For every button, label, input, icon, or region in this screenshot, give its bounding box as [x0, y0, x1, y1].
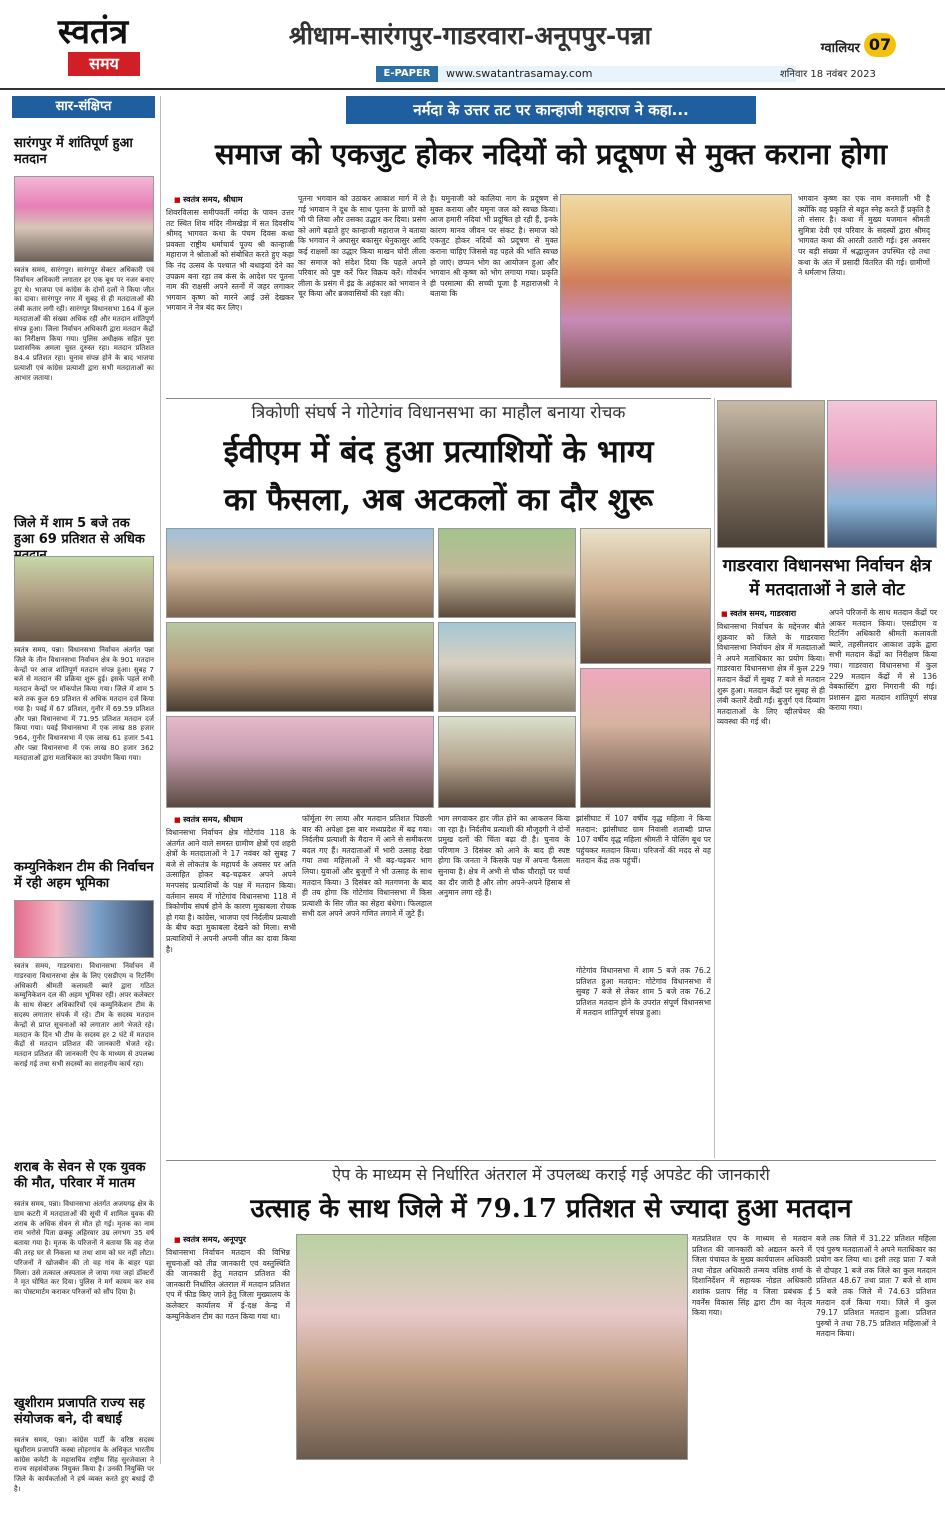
sidebar-story-1-photo — [14, 176, 154, 262]
story-2-photo-7 — [580, 528, 711, 664]
sidebar-header: सार-संक्षिप्त — [12, 96, 155, 118]
page-number: 07 — [864, 33, 896, 57]
story-2-photo-8 — [580, 668, 711, 808]
sidebar-story-4-title: शराब के सेवन से एक युवक की मौत, परिवार में मातम — [14, 1160, 146, 1191]
logo-bottom: समय — [68, 52, 140, 76]
story-3-photo-2 — [827, 400, 937, 548]
story-3-col-2: अपने परिजनों के साथ मतदान केंद्रों पर आकर मतदान किया। एसडीएम व रिटर्निंग अधिकारी श्रीमती कलावती ब्यारे, तहसीलदार आकाश उइके द्वारा सभी मतदान केंद्रों का निरीक्षण किया गया। गाडरवारा विधानसभा में कुल 229 मतदान केंद्रों में से 136 वेबकास्टिंग द्वारा निगरानी की गई। प्रशासन द्वारा मतदान शांतिपूर्ण संपन्न कराया गया। — [829, 608, 937, 713]
sidebar — [12, 96, 155, 1493]
story-2-photo-5 — [166, 716, 434, 808]
story-2-kicker: त्रिकोणी संघर्ष ने गोटेगांव विधानसभा का माहौल बनाया रोचक — [251, 403, 626, 423]
date-line: शनिवार 18 नवंबर 2023 — [780, 69, 876, 80]
sidebar-story-3-title: कम्युनिकेशन टीम की निर्वाचन में रही अहम भूमिका — [14, 860, 154, 891]
story-4-col-3: बजे तक जिले में 31.22 प्रतिशत महिला एवं पुरुष मतदाताओं ने अपने मताधिकार का प्रयोग कर लिया था। इसी तरह प्रातः 7 बजे से दोपहर 1 बजे तक जिले का कुल मतदान प्रतिशत 48.67 तथा प्रातः 7 बजे से शाम 5 बजे तक जिले में 74.63 प्रतिशत मतदान दर्ज किया गया। जिले में कुल 79.17 प्रतिशत मतदान हुआ। प्रतिशत पुरुषों ने तथा 78.75 प्रतिशत महिलाओं ने मतदान किया। — [816, 1234, 936, 1339]
story-1-col-1: शिवरविलास समीपवर्ती नर्मदा के पावन उत्तर तट स्थित शिव मंदिर नीमखेड़ा में सत दिवसीय श्रीमद् भागवत कथा के पंचम दिवस कथा प्रवक्ता राष्ट्रीय धर्माचार्य पूज्य श्री कान्हाजी महाराज ने श्रोताओं को संबोधित करते हुए कहा कि नंद उत्सव के पश्चात भी बधाइयां देने का उपक्रम बना रहा तब कंस के आदेश पर पूतना नाम की राक्षसी अपने स्तनों में जहर लगाकर भगवान कृष्ण को मारने आई उसे देखकर भगवान ने नेत्र बंद कर लिए। — [166, 208, 294, 313]
story-2-headline-1: ईवीएम में बंद हुआ प्रत्याशियों के भाग्य — [223, 434, 654, 470]
story-1-rule — [166, 398, 711, 399]
logo — [18, 12, 168, 78]
story-1-col-2: पूतना भगवान को उठाकर आकाश मार्ग में ले गई भगवान ने दूध के साथ पूतना के प्राणों को भी पी लिया और उसका उद्धार कर दिया। प्रसंग को आगे बढ़ाते हुए कान्हाजी महाराज ने बताया कि भगवान ने अघासुर बकासुर धेनुकासुर आदि कई राक्षसों का उद्धार किया माखन चोरी लीला का समाज को संदेश दिया कि पहले अपने परिवार को पुष्ट करें फिर विक्रय करें। गोवर्धन लीला के प्रसंग में इंद्र के अहंकार को भगवान ने चूर किया और ब्रजवासियों की रक्षा की। — [298, 194, 426, 299]
sidebar-story-2-photo — [14, 556, 154, 642]
story-4-headline: उत्साह के साथ जिले में 79.17 प्रतिशत से ज्यादा हुआ मतदान — [250, 1194, 852, 1224]
story-2 — [166, 400, 711, 1160]
city-label: ग्वालियर — [820, 41, 860, 56]
story-2-col-2: फॉर्मूला रंग लाया और मतदान प्रतिशत पिछली बार की अपेक्षा इस बार मध्यप्रदेश में बढ़ गया। निर्दलीय प्रत्याशी के मैदान में आने से समीकरण बदल गए हैं। मतदाताओं में भारी उत्साह देखा गया तथा महिलाओं ने भी बढ़-चढ़कर भाग लिया। युवाओं और बुजुर्गों ने भी उत्साह के साथ मतदान किया। 3 दिसंबर को मतगणना के बाद ही तय होगा कि गोटेगांव विधानसभा में किस प्रत्याशी के सिर जीत का सेहरा बंधेगा। फिलहाल सभी दल अपने अपने गणित लगाने में जुटे हैं। — [302, 814, 432, 919]
sidebar-story-2-body: स्वतंत्र समय, पन्ना। विधानसभा निर्वाचन अंतर्गत पन्ना जिले के तीन विधानसभा निर्वाचन क्षेत्र के 901 मतदान केन्द्रों पर आज शांतिपूर्ण मतदान संपन्न हुआ। सुबह 7 बजे से मतदान की प्रक्रिया शुरू हुई। इसके पहले सभी मतदान केन्द्रों पर मॉकपोल किया गया। जिले में शाम 5 बजे तक कुल 69 प्रतिशत से अधिक मतदान दर्ज किया गया है। पवई में 67 प्रतिशत, गुनौर में 69.59 प्रतिशत और पन्ना विधानसभा में 71.95 प्रतिशत मतदान दर्ज किया गया। पवई विधानसभा में एक लाख 88 हजार 964, गुनौर विधानसभा में एक लाख 61 हजार 541 और पन्ना विधानसभा में एक लाख 80 हजार 362 मतदाताओं द्वारा मताधिकार का उपयोग किया गया। — [14, 646, 154, 762]
sidebar-story-3-photo — [14, 900, 154, 958]
website-link[interactable]: www.swatantrasamay.com — [446, 67, 593, 80]
epaper-label: E-PAPER — [376, 66, 438, 82]
story-2-byline: ■ स्वतंत्र समय, श्रीधाम — [174, 814, 314, 825]
sidebar-story-2-title: जिले में शाम 5 बजे तक हुआ 69 प्रतिशत से अधिक — [14, 516, 145, 547]
logo-top: स्वतंत्र — [57, 12, 129, 52]
sidebar-story-1-title: सारंगपुर में शांतिपूर्ण हुआ मतदान — [14, 136, 133, 167]
story-2-col-4b: गोटेगांव विधानसभा में शाम 5 बजे तक 76.2 प्रतिशत हुआ मतदान: गोटेगांव विधानसभा में सुबह 7 बजे से लेकर शाम 5 बजे तक 76.2 प्रतिशत मतदान होने के उपरांत संपूर्ण विधानसभा में मतदान शांतिपूर्ण संपन्न हुआ। — [576, 966, 711, 1018]
story-2-divider — [714, 398, 715, 1158]
sidebar-story-5-body: स्वतंत्र समय, पन्ना। कांग्रेस पार्टी के वरिष्ठ सदस्य खुशीराम प्रजापति कस्बा लोहरगांव के अधिकृत भारतीय कांग्रेस कमेटी के महासचिव राष्ट्रीय सिंह सुरजेवाला ने राज्य सहसंयोजक नियुक्त किया है। उनकी नियुक्ति पर जिले के कार्यकर्ताओं ने हर्ष व्यक्त करते हुए बधाई दी है। — [14, 1436, 154, 1493]
story-1-headline: समाज को एकजुट होकर नदियों को प्रदूषण से मुक्त कराना होगा — [215, 137, 887, 171]
story-1-col-4: भगवान कृष्ण का एक नाम वनमाली भी है क्योंकि वह प्रकृति से बहुत स्नेह करते हैं प्रकृति है तो संसार है। कथा में मुख्य यजमान श्रीमती सुमित्रा देवी एवं परिवार के सदस्यों द्वारा श्रीमद् भागवत कथा की आरती उतारी गई। इस अवसर पर बड़ी संख्या में श्रद्धालुजन उपस्थित रहे तथा कथा के अंत में प्रसादी वितरित की गई। ग्रामीणों ने धर्मलाभ लिया। — [798, 194, 930, 278]
story-3-photo-1 — [717, 400, 825, 548]
story-4-photo — [296, 1234, 688, 1460]
story-1-kicker: नर्मदा के उत्तर तट पर कान्हाजी महाराज ने कहा... — [346, 96, 756, 124]
story-2-col-3: भाग लगवाकर हार जीत होने का आकलन किया जा रहा है। निर्दलीय प्रत्याशी की मौजूदगी ने दोनों प्रमुख दलों की चिंता बढ़ा दी है। चुनाव के परिणाम 3 दिसंबर को आने के बाद ही स्पष्ट होगा कि जनता ने किसके पक्ष में अपना फैसला सुनाया है। क्षेत्र में अभी से चौक चौराहों पर चर्चा का दौर जारी है और लोग अपने-अपने हिसाब से अनुमान लगा रहे हैं। — [438, 814, 570, 898]
masthead-rule — [0, 88, 945, 90]
story-1-byline: ■ स्वतंत्र समय, श्रीधाम — [174, 194, 292, 205]
story-1 — [166, 96, 936, 396]
edition-line: श्रीधाम-सारंगपुर-गाडरवारा-अनूपपुर-पन्ना — [288, 21, 652, 50]
story-3-byline: ■ स्वतंत्र समय, गाडरवारा — [721, 608, 831, 619]
story-2-photo-3 — [166, 622, 434, 712]
story-4-kicker: ऐप के माध्यम से निर्धारित अंतराल में उपलब्ध कराई गई अपडेट की जानकारी — [332, 1165, 770, 1184]
story-2-photo-4 — [438, 622, 576, 712]
masthead — [0, 0, 945, 88]
story-3-headline: गाडरवारा विधानसभा निर्वाचन क्षेत्र में मतदाताओं ने डाले वोट — [722, 556, 932, 600]
story-2-photo-2 — [438, 528, 576, 618]
sidebar-story-4-body: स्वतंत्र समय, पन्ना। विधानसभा अंतर्गत अजयगढ़ क्षेत्र के ग्राम कटरी में मतदाताओं की सूची में शामिल युवक की शराब के अधिक सेवन से मौत हो गई। मृतक का नाम राम भरोसे पिता छक्कू अहिरवार उम्र लगभग 35 वर्ष बताया गया है। मृतक के परिजनों ने बताया कि वह रोज की तरह घर से निकला था तथा शाम को घर नहीं लौटा। परिजनों ने खोजबीन की तो वह गांव के बाहर पड़ा मिला। उसे तत्काल अस्पताल ले जाया गया जहां डॉक्टरों ने मृत घोषित कर दिया। पुलिस ने मर्ग कायम कर शव का पोस्टमार्टम कराकर परिजनों को सौंप दिया है। — [14, 1200, 154, 1297]
story-3-bottom-rule — [166, 1160, 936, 1161]
story-3-col-1: विधानसभा निर्वाचन के मद्देनजर बीते शुक्रवार को जिले के गाडरवारा विधानसभा निर्वाचन क्षेत्र में मतदाताओं ने अपने मताधिकार का प्रयोग किया। गाडरवारा विधानसभा क्षेत्र में कुल 229 मतदान केंद्रों में सुबह 7 बजे से मतदान शुरू हुआ। मतदान केंद्रों पर सुबह से ही लंबी कतारें देखी गईं। बुजुर्ग एवं दिव्यांग मतदाताओं के लिए व्हीलचेयर की व्यवस्था की गई थी। — [717, 622, 825, 727]
sidebar-story-1-body: स्वतंत्र समय, सारंगपुर। सारंगपुर सेक्टर अधिकारी एवं निर्वाचन अधिकारी लगातार हर एक बूथ पर नजर बनाए हुए थे। भाजपा एवं कांग्रेस के दोनों दलों ने किया जीत का दावा। सारंगपुर नगर में सुबह से ही मतदाताओं की लंबी कतार लगी रही। सारंगपुर विधानसभा 164 में कुल मतदाताओं की संख्या अधिक रही और मतदान शांतिपूर्ण संपन्न हुआ। जिला निर्वाचन अधिकारी द्वारा मतदान केंद्रों का निरीक्षण किया गया। पुलिस अधीक्षक सहित पूरा प्रशासनिक अमला चुस्त दुरुस्त रहा। मतदान प्रतिशत 84.4 प्रतिशत रहा। चुनाव संपन्न होने के बाद भाजपा प्रत्याशी एवं कांग्रेस प्रत्याशी द्वारा सभी मतदाताओं का आभार जताया। — [14, 266, 154, 382]
story-1-photo — [560, 194, 792, 388]
story-1-col-3: है। यमुनाजी को कालिया नाग के प्रदूषण से मुक्त कराया और यमुना जल को स्वच्छ किया। आज हमारी नदियां भी प्रदूषित हो रही हैं, इनके कारण मानव जीवन पर संकट है। समाज को एकजुट होकर नदियों को प्रदूषण से मुक्त कराना चाहिए जिससे वह पहले की भांति स्वच्छ हो जाएं। छप्पन भोग का आयोजन हुआ और भगवान श्री कृष्ण को भोग लगाया गया। प्रकृति ही परमात्मा की सच्ची पूजा है महाराजश्री ने बताया कि — [430, 194, 558, 299]
story-2-col-4a: झांसीघाट में 107 वर्षीय वृद्ध महिला ने किया मतदान: झांसीघाट ग्राम निवासी शताब्दी प्राप्त 107 वर्षीय वृद्ध महिला श्रीमती ने पोलिंग बूथ पर पहुंचकर मतदान किया। परिजनों की मदद से वह मतदान केंद्र तक पहुंचीं। — [576, 814, 711, 866]
sidebar-divider — [160, 96, 161, 1464]
story-2-photo-6 — [438, 716, 576, 808]
story-4-col-2: मतप्रतिशत एप के माध्यम से मतदान प्रतिशत की जानकारी को अद्यतन करने में जिला पंचायत के मुख्य कार्यपालन अधिकारी तथा नोडल अधिकारी तन्मय वशिष्ठ शर्मा के दिशानिर्देशन में सहायक नोडल अधिकारी शशांक प्रताप सिंह व जिला प्रबंधक ई गवर्नेंस विकास सिंह द्वारा टीम का नेतृत्व किया गया। — [692, 1234, 812, 1318]
story-4 — [166, 1164, 936, 1464]
sidebar-story-3-body: स्वतंत्र समय, गाडरवारा। विधानसभा निर्वाचन में गाडरवारा विधानसभा क्षेत्र के लिए एसडीएम व रिटर्निंग अधिकारी श्रीमती कलावती ब्यारे द्वारा गठित कम्युनिकेशन दल की अहम भूमिका रही। अपर कलेक्टर के साथ सेक्टर अधिकारियों एवं कम्युनिकेशन टीम के सदस्य लगातार संपर्क में रहे। टीम के सदस्य मतदान केन्द्रों से प्राप्त सूचनाओं को लगातार आगे भेजते रहे। मतदान के दिन भी टीम के सदस्य हर 2 घंटे में मतदान केंद्रों से मतदान प्रतिशत की जानकारी भेजते रहे। मतदान प्रतिशत की जानकारी ऐप के माध्यम से उपलब्ध कराई गई तथा सभी सदस्यों का सराहनीय कार्य रहा। — [14, 962, 154, 1068]
epaper-bar — [376, 66, 796, 82]
story-2-headline-2: का फैसला, अब अटकलों का दौर शुरू — [223, 482, 653, 518]
story-4-col-1: विधानसभा निर्वाचन मतदान की विभिन्न सूचनाओं को तीव्र जानकारी एवं वस्तुस्थिति की जानकारी हेतु मतदान प्रतिशत की जानकारी निर्धारित अंतराल में मतदान प्रतिशत एप में फीड किए जाने हेतु जिला मुख्यालय के कलेक्टर कार्यालय में ई-दक्ष केन्द्र में कम्युनिकेशन टीम का गठन किया गया था। — [166, 1248, 290, 1321]
story-2-photo-1 — [166, 528, 434, 618]
story-4-byline: ■ स्वतंत्र समय, अनूपपुर — [174, 1234, 294, 1245]
story-3 — [717, 398, 937, 1158]
story-2-col-1: विधानसभा निर्वाचन क्षेत्र गोटेगांव 118 के अंतर्गत आने वाले समस्त ग्रामीण क्षेत्रों एवं शहरी क्षेत्रों के मतदाताओं ने 17 नवंबर को सुबह 7 बजे से लोकतंत्र के महापर्व के अवसर पर अति उत्साहित होकर बढ़-चढ़कर अपने अपने मनपसंद प्रत्याशियों के पक्ष में मतदान किया। वर्तमान समय में गोटेगांव विधानसभा 118 में त्रिकोणीय संघर्ष होने के कारण मुकाबला रोचक हो गया है। कांग्रेस, भाजपा एवं निर्दलीय प्रत्याशी के बीच कड़ा मुकाबला देखने को मिला। सभी प्रत्याशियों ने अपनी अपनी जीत का दावा किया है। — [166, 828, 296, 954]
sidebar-story-5-title: खुशीराम प्रजापति राज्य सह संयोजक बने, दी बधाई — [14, 1396, 145, 1427]
